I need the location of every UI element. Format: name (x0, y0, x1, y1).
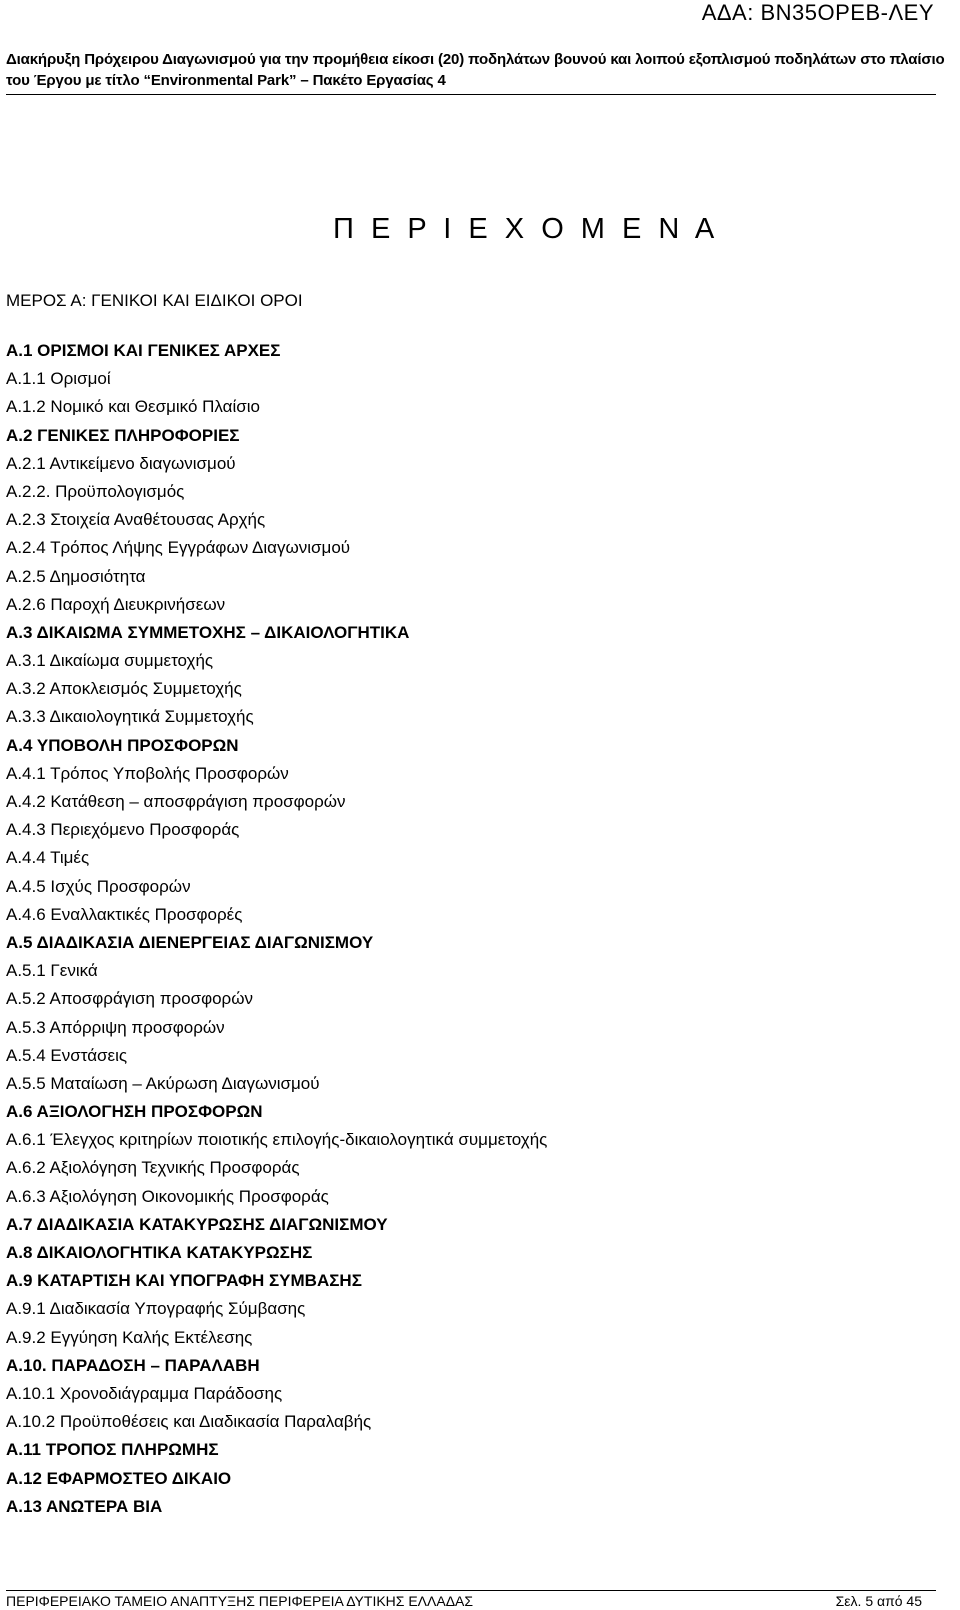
ada-code: ΑΔΑ: ΒΝ35ΟΡΕΒ-ΛΕΥ (701, 0, 934, 25)
toc-entry[interactable]: Α.5.5 Ματαίωση – Ακύρωση Διαγωνισμού (6, 1073, 320, 1093)
toc-entry[interactable]: Α.3.1 Δικαίωμα συμμετοχής (6, 651, 214, 671)
document-footer (6, 1590, 936, 1609)
toc-entry[interactable]: Α.1.1 Ορισμοί (6, 369, 111, 389)
header-line-1: Διακήρυξη Πρόχειρου Διαγωνισμού για την προμήθεια είκοσι (20) ποδηλάτων βουνού και λοιπού εξοπλισμού ποδηλάτων στο πλαίσιο (6, 51, 945, 68)
toc-entry[interactable]: Α.4.5 Ισχύς Προσφορών (6, 876, 191, 896)
footer-organization: ΠΕΡΙΦΕΡΕΙΑΚΟ ΤΑΜΕΙΟ ΑΝΑΠΤΥΞΗΣ ΠΕΡΙΦΕΡΕΙΑ ΔΥΤΙΚΗΣ ΕΛΛΑΔΑΣ (6, 1593, 474, 1609)
toc-entry[interactable]: Α.2.5 Δημοσιότητα (6, 566, 146, 586)
toc-entry[interactable]: Α.4.6 Εναλλακτικές Προσφορές (6, 904, 243, 924)
toc-entry[interactable]: Α.2.3 Στοιχεία Αναθέτουσας Αρχής (6, 510, 266, 530)
toc-entry[interactable]: Α.5.1 Γενικά (6, 961, 98, 981)
toc-entry[interactable]: Α.2 ΓΕΝΙΚΕΣ ΠΛΗΡΟΦΟΡΙΕΣ (6, 425, 240, 445)
toc-entry[interactable]: Α.1 ΟΡΙΣΜΟΙ ΚΑΙ ΓΕΝΙΚΕΣ ΑΡΧΕΣ (6, 341, 281, 360)
toc-entry[interactable]: Α.13 ΑΝΩΤΕΡΑ ΒΙΑ (6, 1496, 163, 1516)
toc-entry[interactable]: Α.3.3 Δικαιολογητικά Συμμετοχής (6, 707, 254, 727)
toc-entry[interactable]: Α.11 ΤΡΟΠΟΣ ΠΛΗΡΩΜΗΣ (6, 1440, 219, 1460)
toc-title: Π Ε Ρ Ι Ε Χ Ο Μ Ε Ν Α (333, 213, 719, 245)
toc-entry[interactable]: Α.5.4 Ενστάσεις (6, 1045, 128, 1065)
toc-entry[interactable]: Α.4.3 Περιεχόμενο Προσφοράς (6, 820, 240, 840)
toc-entry[interactable]: Α.4.1 Τρόπος Υποβολής Προσφορών (6, 763, 289, 783)
toc-entry[interactable]: Α.3.2 Αποκλεισμός Συμμετοχής (6, 679, 242, 699)
toc-entry[interactable]: Α.9.1 Διαδικασία Υπογραφής Σύμβασης (6, 1299, 306, 1319)
header-line-2: του Έργου με τίτλο “Environmental Park” – Πακέτο Εργασίας 4 (6, 72, 446, 89)
toc-entry[interactable]: Α.6 ΑΞΙΟΛΟΓΗΣΗ ΠΡΟΣΦΟΡΩΝ (6, 1102, 263, 1122)
toc-entry[interactable]: Α.9 ΚΑΤΑΡΤΙΣΗ ΚΑΙ ΥΠΟΓΡΑΦΗ ΣΥΜΒΑΣΗΣ (6, 1271, 362, 1291)
toc-entry[interactable]: Α.5 ΔΙΑΔΙΚΑΣΙΑ ΔΙΕΝΕΡΓΕΙΑΣ ΔΙΑΓΩΝΙΣΜΟΥ (6, 932, 374, 952)
toc-entry[interactable]: Α.6.2 Αξιολόγηση Τεχνικής Προσφοράς (6, 1158, 300, 1178)
toc-entry[interactable]: Α.4.2 Κατάθεση – αποσφράγιση προσφορών (6, 792, 346, 811)
page-number: Σελ. 5 από 45 (835, 1593, 922, 1609)
toc-entry[interactable]: Α.2.2. Προϋπολογισμός (6, 481, 185, 501)
toc-entry[interactable]: Α.10.1 Χρονοδιάγραμμα Παράδοσης (6, 1383, 283, 1403)
toc-entry[interactable]: Α.3 ΔΙΚΑΙΩΜΑ ΣΥΜΜΕΤΟΧΗΣ – ΔΙΚΑΙΟΛΟΓΗΤΙΚΑ (6, 622, 410, 642)
toc-entry[interactable]: Α.9.2 Εγγύηση Καλής Εκτέλεσης (6, 1327, 253, 1347)
toc-entry[interactable]: Α.5.3 Απόρριψη προσφορών (6, 1017, 225, 1037)
toc-entry[interactable]: Α.10. ΠΑΡΑΔΟΣΗ – ΠΑΡΑΛΑΒΗ (6, 1355, 260, 1375)
toc-entry[interactable]: Α.7 ΔΙΑΔΙΚΑΣΙΑ ΚΑΤΑΚΥΡΩΣΗΣ ΔΙΑΓΩΝΙΣΜΟΥ (6, 1214, 388, 1234)
toc-entry[interactable]: Α.2.6 Παροχή Διευκρινήσεων (6, 594, 226, 614)
part-title: ΜΕΡΟΣ Α: ΓΕΝΙΚΟΙ ΚΑΙ ΕΙΔΙΚΟΙ ΟΡΟΙ (6, 291, 303, 310)
toc-entry[interactable]: Α.6.1 Έλεγχος κριτηρίων ποιοτικής επιλογής-δικαιολογητικά συμμετοχής (6, 1130, 548, 1150)
toc-entry[interactable]: Α.8 ΔΙΚΑΙΟΛΟΓΗΤΙΚΑ ΚΑΤΑΚΥΡΩΣΗΣ (6, 1243, 313, 1262)
toc-entry[interactable]: Α.2.1 Αντικείμενο διαγωνισμού (6, 453, 236, 473)
toc-entry[interactable]: Α.1.2 Νομικό και Θεσμικό Πλαίσιο (6, 397, 260, 417)
toc-entry[interactable]: Α.4 ΥΠΟΒΟΛΗ ΠΡΟΣΦΟΡΩΝ (6, 735, 239, 755)
table-of-contents (6, 340, 547, 1524)
document-header (6, 49, 945, 95)
toc-entry[interactable]: Α.6.3 Αξιολόγηση Οικονομικής Προσφοράς (6, 1186, 329, 1206)
toc-entry[interactable]: Α.10.2 Προϋποθέσεις και Διαδικασία Παραλαβής (6, 1412, 372, 1432)
toc-entry[interactable]: Α.5.2 Αποσφράγιση προσφορών (6, 989, 253, 1009)
toc-entry[interactable]: Α.2.4 Τρόπος Λήψης Εγγράφων Διαγωνισμού (6, 538, 351, 558)
toc-entry[interactable]: Α.12 ΕΦΑΡΜΟΣΤΕΟ ΔΙΚΑΙΟ (6, 1468, 232, 1488)
toc-entry[interactable]: Α.4.4 Τιμές (6, 848, 90, 868)
